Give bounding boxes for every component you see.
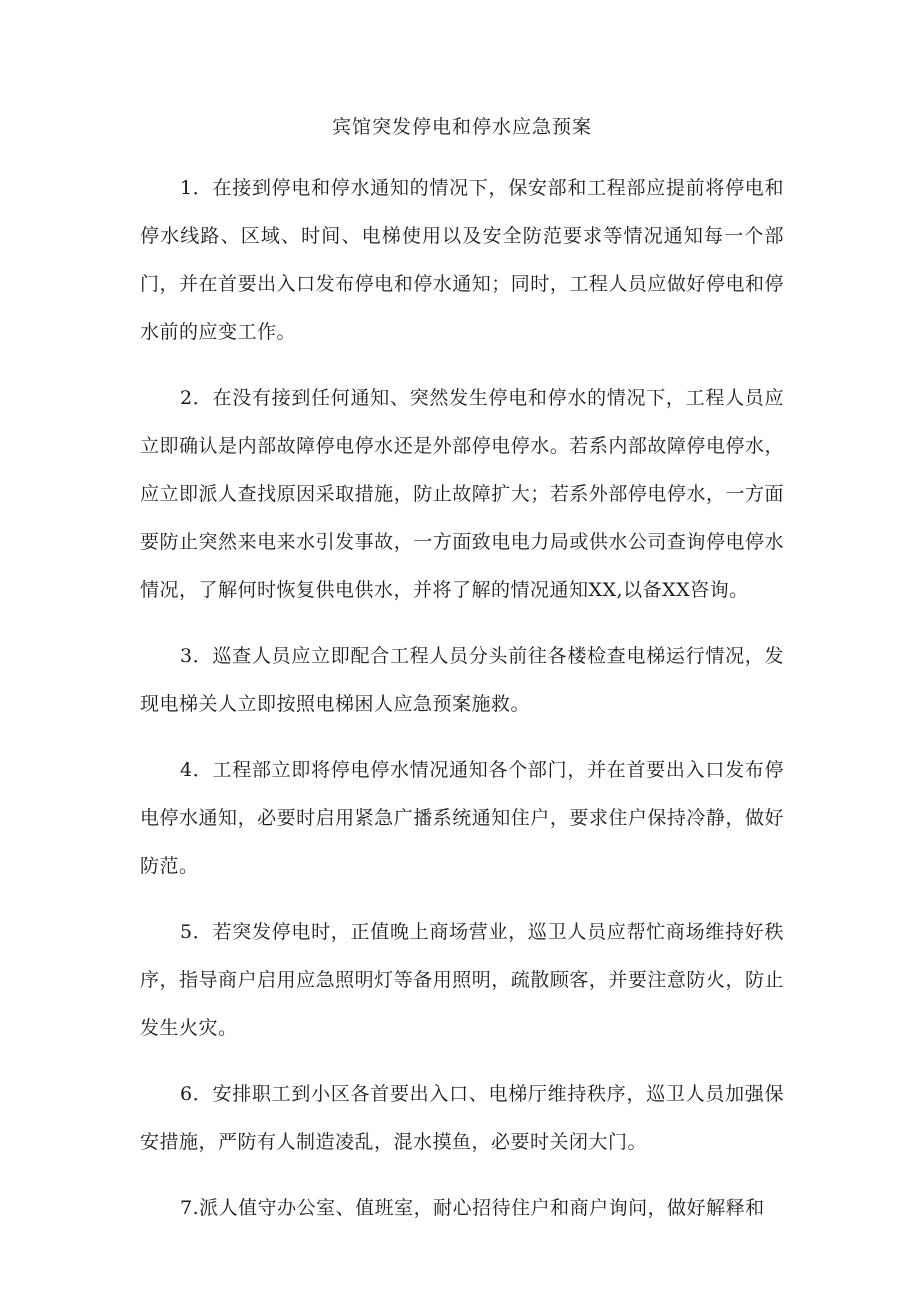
paragraph-4: 4．工程部立即将停电停水情况通知各个部门，并在首要出入口发布停电停水通知，必要时启用紧急广播系统通知住户，要求住户保持冷静，做好防范。 — [140, 759, 784, 877]
document-title: 宾馆突发停电和停水应急预案 — [331, 116, 592, 138]
paragraph-7: 7.派人值守办公室、值班室，耐心招待住户和商户询问，做好解释和 — [180, 1197, 765, 1219]
paragraph-5: 5．若突发停电时，正值晚上商场营业，巡卫人员应帮忙商场维持好秩序，指导商户启用应急照明灯等备用照明，疏散顾客，并要注意防火，防止发生火灾。 — [140, 921, 784, 1039]
paragraph-2: 2．在没有接到任何通知、突然发生停电和停水的情况下，工程人员应立即确认是内部故障停电停水还是外部停电停水。若系内部故障停电停水，应立即派人查找原因采取措施，防止故障扩大；若系外部停电停水，一方面要防止突然来电来水引发事故，一方面致电电力局或供水公司查询停电停水情况，了解何时恢复供电供水，并将了解的情况通知XX,以备XX咨询。 — [140, 387, 784, 601]
paragraph-1: 1．在接到停电和停水通知的情况下，保安部和工程部应提前将停电和停水线路、区域、时间、电梯使用以及安全防范要求等情况通知每一个部门，并在首要出入口发布停电和停水通知；同时，工程人员应做好停电和停水前的应变工作。 — [140, 177, 784, 343]
paragraph-3: 3．巡查人员应立即配合工程人员分头前往各楼检查电梯运行情况，发现电梯关人立即按照电梯困人应急预案施救。 — [140, 645, 784, 715]
paragraph-6: 6．安排职工到小区各首要出入口、电梯厅维持秩序，巡卫人员加强保安措施，严防有人制造凌乱，混水摸鱼，必要时关闭大门。 — [140, 1083, 784, 1153]
document-page — [140, 112, 784, 1250]
